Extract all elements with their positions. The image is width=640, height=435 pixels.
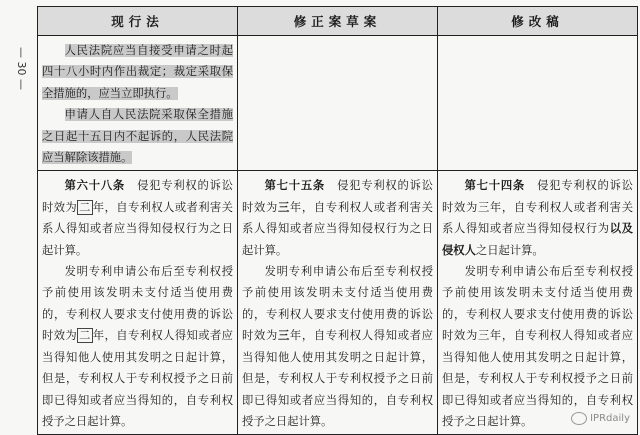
article-number: 第七十五条 (264, 179, 326, 193)
article-number: 第六十八条 (64, 179, 126, 193)
boxed-text: 二 (79, 329, 91, 343)
comparison-table (37, 6, 638, 435)
bold-change: 三 (277, 200, 290, 214)
highlighted-text: 申请人自人民法院采取保全措施之日起十五日内不起诉的，人民法院应当解除该措施。 (42, 108, 233, 165)
boxed-text: 二 (79, 200, 91, 214)
header-draft-amendment: 修正案草案 (238, 7, 438, 36)
cell-empty (238, 36, 438, 171)
wechat-icon (571, 412, 587, 425)
table-row (38, 171, 638, 435)
table-row (38, 36, 638, 171)
highlighted-text: 人民法院应当自接受申请之时起四十八小时内作出裁定；裁定采取保全措施的，应当立即执行。 (42, 44, 233, 100)
cell-empty (438, 36, 638, 171)
cell-current-law-article: 第六十八条 侵犯专利权的诉讼时效为 二 年，自专利权人或者利害关系人得知或者应当得知侵权行为之日起计算。 发明专利申请公布后至专利权授予前使用该发明未支付适当使用费的，专利权人要求支付使用费的诉讼时效为 二 年，自专利权人得知或者应当得知他人使用其发明之日起计算，但是，专利权人于专利权授予之日前即已得知或者应当得知的，自专利权授予之日起计算。 (38, 171, 238, 435)
bold-change: 三 (277, 329, 290, 343)
watermark (571, 412, 630, 425)
cell-revised-article: 第七十四条 侵犯专利权的诉讼时效为三年，自专利权人或者利害关系人得知或者应当得知侵权行为以及侵权人之日起计算。 发明专利申请公布后至专利权授予前使用该发明未支付适当使用费的，专利权人要求支付使用费的诉讼时效为三年，自专利权人得知或者应当得知他人使用其发明之日起计算，但是，专利权人于专利权授予之日前即已得知或者应当得知的，自专利权授予之日起计算。 (438, 171, 638, 435)
header-row (38, 7, 638, 36)
watermark-text: IPRdaily (590, 413, 630, 424)
cell-draft-article: 第七十五条 侵犯专利权的诉讼时效为三年，自专利权人或者利害关系人得知或者应当得知侵权行为之日起计算。 发明专利申请公布后至专利权授予前使用该发明未支付适当使用费的，专利权人要求支付使用费的诉讼时效为三年，自专利权人得知或者应当得知他人使用其发明之日起计算，但是，专利权人于专利权授予之日前即已得知或者应当得知的，自专利权授予之日起计算。 (238, 171, 438, 435)
page-number: — 30 — (15, 46, 28, 90)
header-current-law: 现行法 (38, 7, 238, 36)
cell-current-law-continued (38, 36, 238, 171)
article-number: 第七十四条 (464, 179, 526, 193)
bold-change: 以及侵权人 (442, 222, 633, 257)
header-revised-draft: 修改稿 (438, 7, 638, 36)
